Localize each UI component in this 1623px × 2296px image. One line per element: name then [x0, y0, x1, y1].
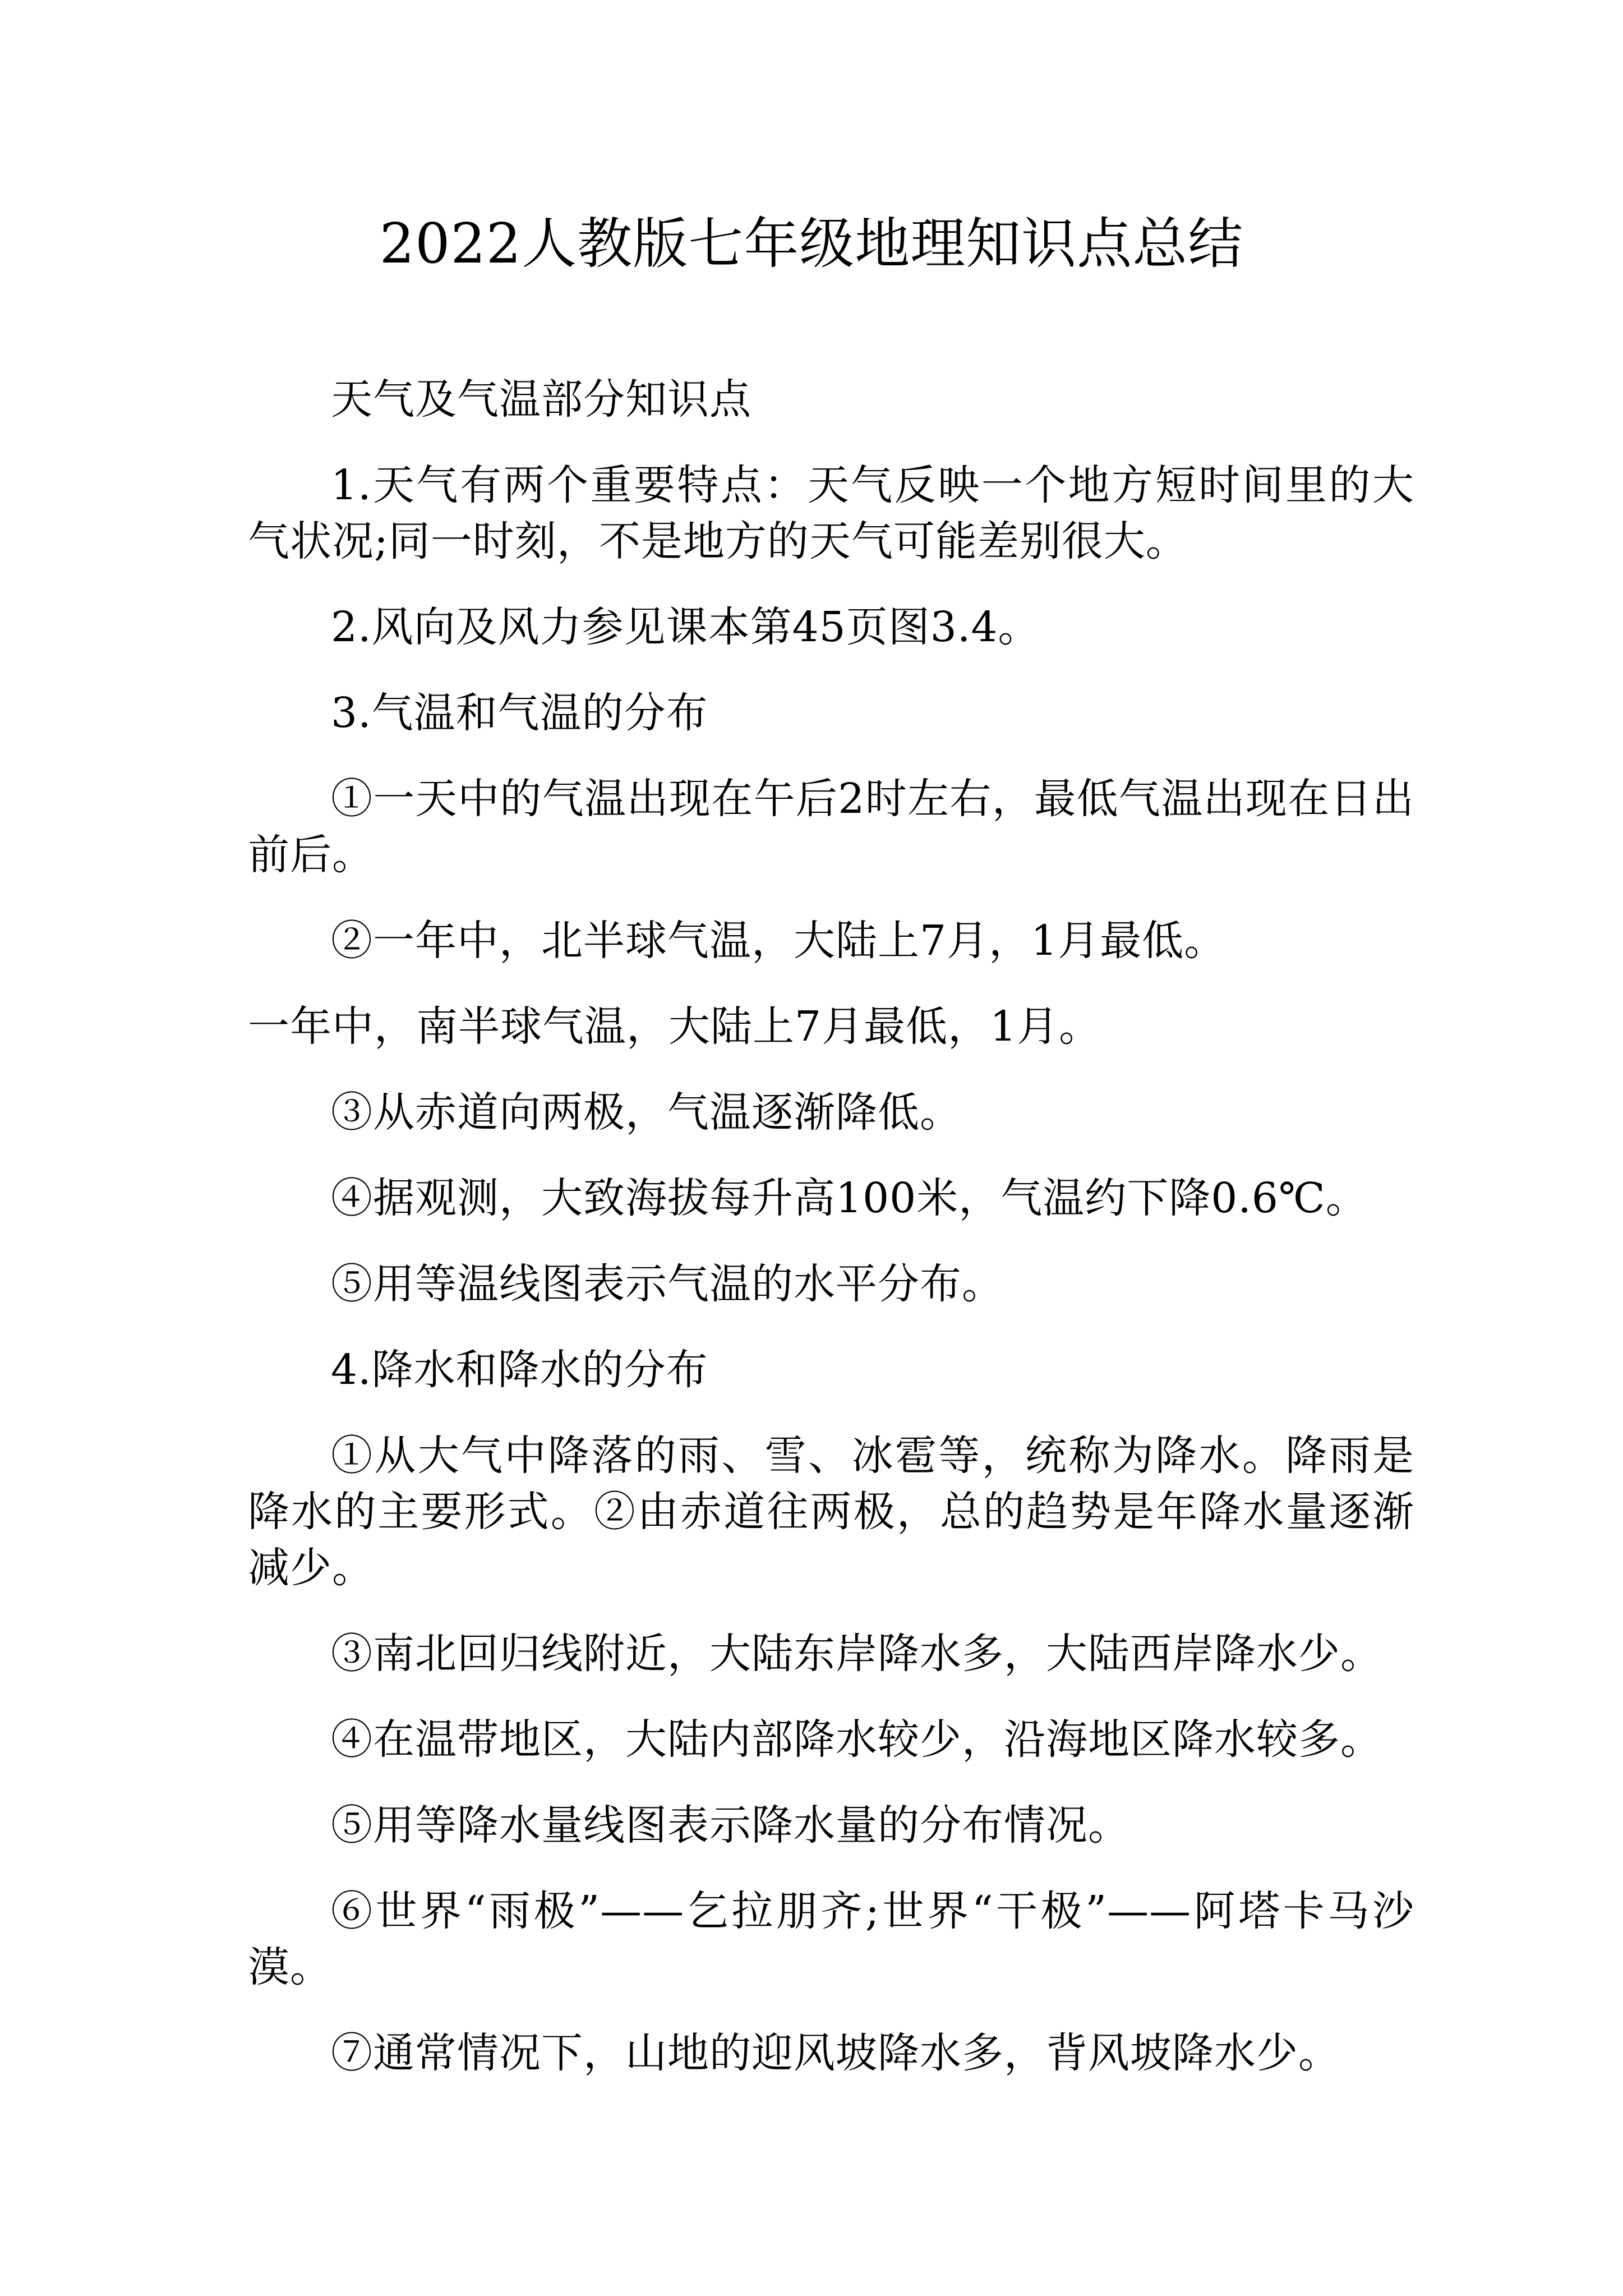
paragraph-southern-hemisphere: 一年中，南半球气温，大陆上7月最低，1月。	[248, 1002, 1101, 1051]
paragraph-rain-dry-poles: ⑥世界“雨极”——乞拉朋齐;世界“干极”——阿塔卡马沙漠。	[248, 1887, 1414, 1991]
paragraph-temperate-zone: ④在温带地区，大陆内部降水较少，沿海地区降水较多。	[331, 1715, 1382, 1764]
paragraph-isotherm: ⑤用等温线图表示气温的水平分布。	[331, 1260, 1004, 1308]
paragraph-isohyet: ⑤用等降水量线图表示降水量的分布情况。	[331, 1801, 1130, 1849]
section-heading-weather-temperature: 天气及气温部分知识点	[331, 375, 751, 424]
paragraph-equator-poles: ③从赤道向两极，气温逐渐降低。	[331, 1088, 962, 1137]
document-title: 2022人教版七年级地理知识点总结	[379, 212, 1244, 276]
paragraph-tropics-coasts: ③南北回归线附近，大陆东岸降水多，大陆西岸降水少。	[331, 1630, 1382, 1678]
paragraph-daily-temperature: ①一天中的气温出现在午后2时左右，最低气温出现在日出前后。	[248, 775, 1414, 879]
document-body	[248, 371, 1414, 2111]
paragraph-weather-features: 1.天气有两个重要特点：天气反映一个地方短时间里的大气状况;同一时刻，不是地方的天气可能差别很大。	[248, 461, 1414, 565]
paragraph-altitude: ④据观测，大致海拔每升高100米，气温约下降0.6℃。	[331, 1174, 1368, 1222]
subheading-precipitation-distribution: 4.降水和降水的分布	[331, 1346, 708, 1394]
paragraph-wind: 2.风向及风力参见课本第45页图3.4。	[331, 603, 1040, 651]
paragraph-precipitation-definition: ①从大气中降落的雨、雪、冰雹等，统称为降水。降雨是降水的主要形式。②由赤道往两极，总的趋势是年降水量逐渐减少。	[248, 1432, 1414, 1592]
paragraph-windward-slope: ⑦通常情况下，山地的迎风坡降水多，背风坡降水少。	[331, 2029, 1340, 2077]
paragraph-northern-hemisphere: ②一年中，北半球气温，大陆上7月，1月最低。	[331, 917, 1227, 965]
subheading-temperature-distribution: 3.气温和气温的分布	[331, 689, 708, 737]
